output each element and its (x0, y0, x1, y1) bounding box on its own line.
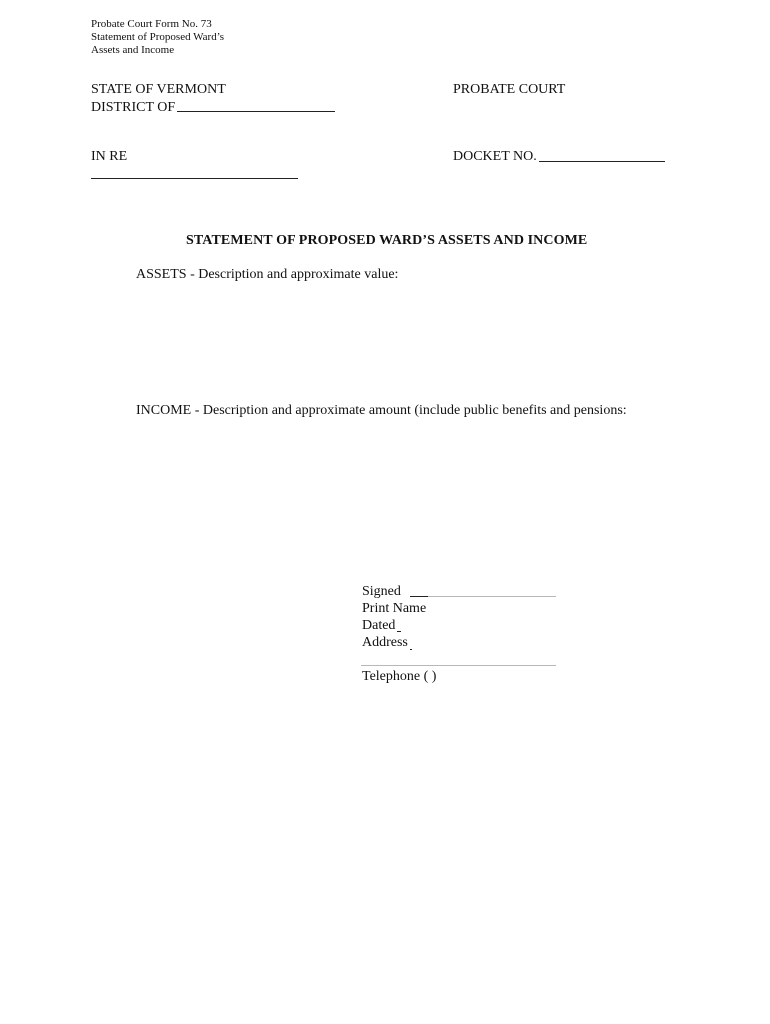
form-number: Probate Court Form No. 73 (91, 18, 212, 30)
state-label: STATE OF VERMONT (91, 82, 226, 97)
district-label: DISTRICT OF (91, 100, 176, 115)
signed-field-line-dark[interactable] (410, 596, 428, 597)
district-field-line[interactable] (177, 111, 335, 112)
in-re-field-line[interactable] (91, 178, 298, 179)
document-title: STATEMENT OF PROPOSED WARD’S ASSETS AND INCOME (186, 233, 588, 248)
court-label: PROBATE COURT (453, 82, 566, 97)
form-subtitle-line: Assets and Income (91, 44, 175, 56)
assets-entry-area[interactable] (136, 290, 636, 390)
assets-label: ASSETS - Description and approximate value: (136, 267, 399, 282)
form-header (91, 18, 224, 57)
form-title-line: Statement of Proposed Ward’s (91, 31, 225, 43)
print-name-label: Print Name (362, 601, 427, 616)
signed-label: Signed (362, 584, 401, 599)
telephone-label: Telephone ( ) (362, 669, 437, 684)
dated-label: Dated (362, 618, 396, 633)
in-re-label: IN RE (91, 149, 128, 164)
income-label: INCOME - Description and approximate amount (include public benefits and pensions: (136, 403, 627, 418)
address-field-mark (410, 649, 412, 650)
address-field-line[interactable] (361, 665, 556, 666)
dated-field-line[interactable] (397, 631, 401, 632)
signed-field-line[interactable] (428, 596, 556, 597)
docket-label: DOCKET NO. (453, 149, 537, 164)
address-label: Address (362, 635, 408, 650)
docket-field-line[interactable] (539, 161, 665, 162)
income-entry-area[interactable] (136, 426, 636, 566)
